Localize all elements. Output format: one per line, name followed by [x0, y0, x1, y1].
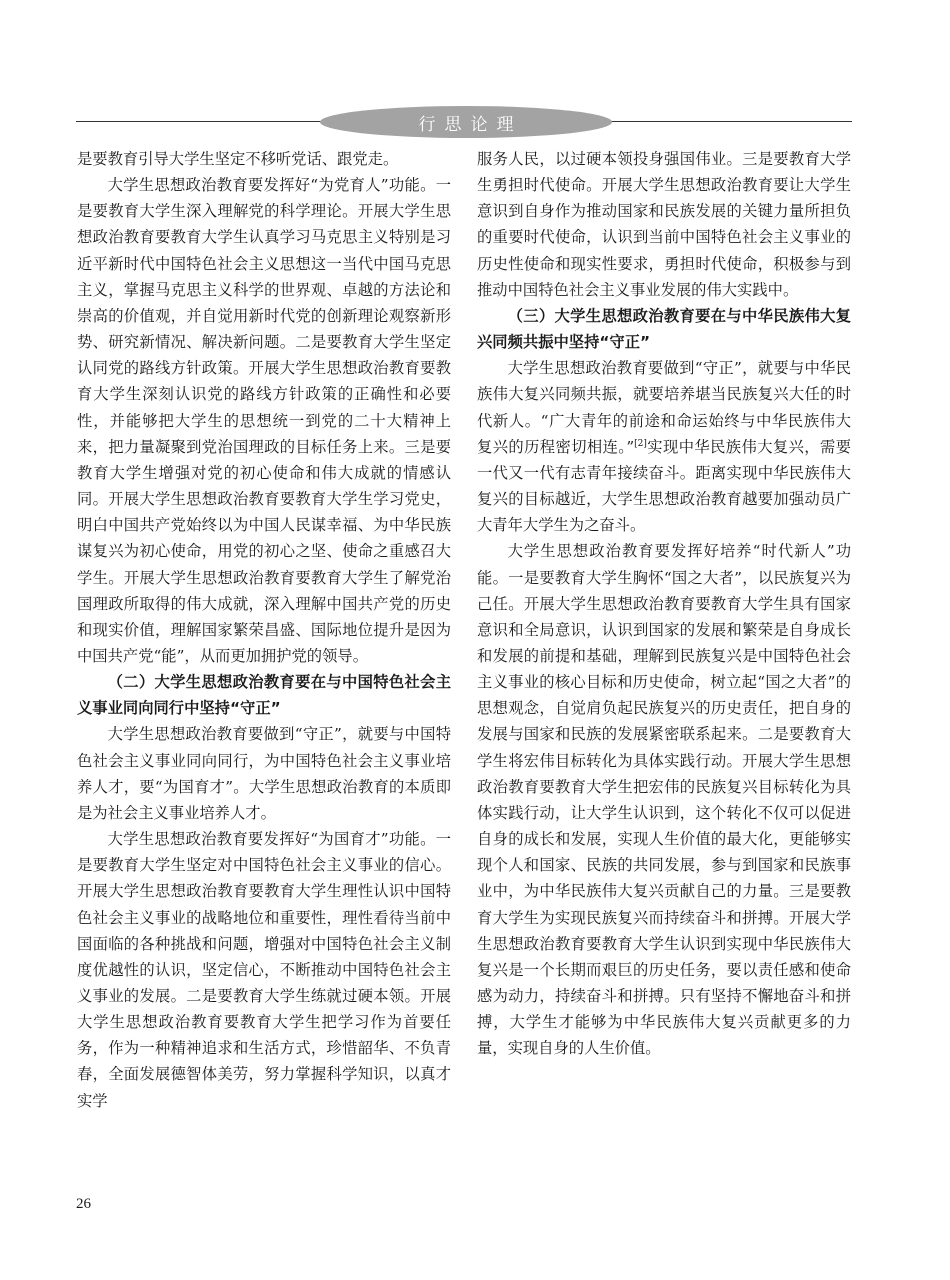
quote-text: 大学生思想政治教育要做到“守正”，就要与中华民族伟大复兴同频共振，就要培养堪当民族复兴大任的时代新人。“广大青年的前途和命运始终与中华民族伟大复兴的历程密切相连。”	[477, 359, 851, 456]
paragraph-continued: 是要教育引导大学生坚定不移听党话、跟党走。	[77, 150, 399, 168]
paragraph-new-people: 大学生思想政治教育要发挥好培养“时代新人”功能。一是要教育大学生胸怀“国之大者”，以民族复兴为己任。开展大学生思想政治教育要教育大学生具有国家意识和全局意识，认识到国家的发展和繁荣是自身成长和发展的前提和基础，理解到民族复兴是中国特色社会主义事业的核心目标和历史使命，树立起“国之大者”的思想观念，自觉肩负起民族复兴的历史责任，把自身的发展与国家和民族的发展紧密联系起来。二是要教育大学生将宏伟目标转化为具体实践行动。开展大学生思想政治教育要教育大学生把宏伟的民族复兴目标转化为具体实践行动，让大学生认识到，这个转化不仅可以促进自身的成长和发展，实现人生价值的最大化，更能够实现个人和国家、民族的共同发展，参与到国家和民族事业中，为中华民族伟大复兴贡献自己的力量。三是要教育大学生为实现民族复兴而持续奋斗和拼搏。开展大学生思想政治教育要教育大学生认识到实现中华民族伟大复兴是一个长期而艰巨的历史任务，要以责任感和使命感为动力，持续奋斗和拼搏。只有坚持不懈地奋斗和拼搏，大学生才能够为中华民族伟大复兴贡献更多的力量，实现自身的人生价值。	[477, 542, 851, 1058]
page-number: 26	[76, 1196, 91, 1212]
paragraph-continued: 服务人民，以过硬本领投身强国伟业。三是要教育大学生勇担时代使命。开展大学生思想政治教育要让大学生意识到自身作为推动国家和民族发展的关键力量所担负的重要时代使命，认识到当前中国特色社会主义事业的历史性使命和现实性要求，勇担时代使命，积极参与到推动中国特色社会主义事业发展的伟大实践中。	[477, 150, 851, 299]
paragraph-socialism: 大学生思想政治教育要做到“守正”，就要与中国特色社会主义事业同向同行，为中国特色社会主义事业培养人才，要“为国育才”。大学生思想政治教育的本质即是为社会主义事业培养人才。	[77, 725, 451, 822]
left-column	[77, 146, 451, 1114]
section-header-tab	[320, 106, 612, 138]
section-heading-3: （三）大学生思想政治教育要在与中华民族伟大复兴同频共振中坚持“守正”	[477, 306, 851, 352]
citation-reference[interactable]: [2]	[634, 438, 647, 449]
paragraph-rejuvenation	[477, 355, 851, 538]
section-title: 行思论理	[418, 114, 523, 135]
paragraph-nation-talent: 大学生思想政治教育要发挥好“为国育才”功能。一是要教育大学生坚定对中国特色社会主义事业的信心。开展大学生思想政治教育要教育大学生理性认识中国特色社会主义事业的战略地位和重要性，理性看待当前中国面临的各种挑战和问题，增强对中国特色社会主义制度优越性的认识，坚定信心，不断推动中国特色社会主义事业的发展。二是要教育大学生练就过硬本领。开展大学生思想政治教育要教育大学生把学习作为首要任务，作为一种精神追求和生活方式，珍惜韶华、不负青春，全面发展德智体美劳，努力掌握科学知识，以真才实学	[77, 830, 451, 1110]
section-heading-2: （二）大学生思想政治教育要在与中国特色社会主义事业同向同行中坚持“守正”	[77, 673, 451, 718]
paragraph-rejuvenation-rest: 实现中华民族伟大复兴，需要一代又一代有志青年接续奋斗。距离实现中华民族伟大复兴的目标越近，大学生思想政治教育越要加强动员广大青年大学生为之奋斗。	[477, 437, 851, 535]
paragraph-party-education: 大学生思想政治教育要发挥好“为党育人”功能。一是要教育大学生深入理解党的科学理论。开展大学生思想政治教育要教育大学生认真学习马克思主义特别是习近平新时代中国特色社会主义思想这一当代中国马克思主义，掌握马克思主义科学的世界观、卓越的方法论和崇高的价值观，并自觉用新时代党的创新理论观察新形势、研究新情况、解决新问题。二是要教育大学生坚定认同党的路线方针政策。开展大学生思想政治教育要教育大学生深刻认识党的路线方针政策的正确性和必要性，并能够把大学生的思想统一到党的二十大精神上来，把力量凝聚到党治国理政的目标任务上来。三是要教育大学生增强对党的初心使命和伟大成就的情感认同。开展大学生思想政治教育要教育大学生学习党史，明白中国共产党始终以为中国人民谋幸福、为中华民族谋复兴为初心使命，用党的初心之坚、使命之重感召大学生。开展大学生思想政治教育要教育大学生了解党治国理政所取得的伟大成就，深入理解中国共产党的历史和现实价值，理解国家繁荣昌盛、国际地位提升是因为中国共产党“能”，从而更加拥护党的领导。	[77, 176, 451, 665]
right-column	[477, 146, 851, 1061]
